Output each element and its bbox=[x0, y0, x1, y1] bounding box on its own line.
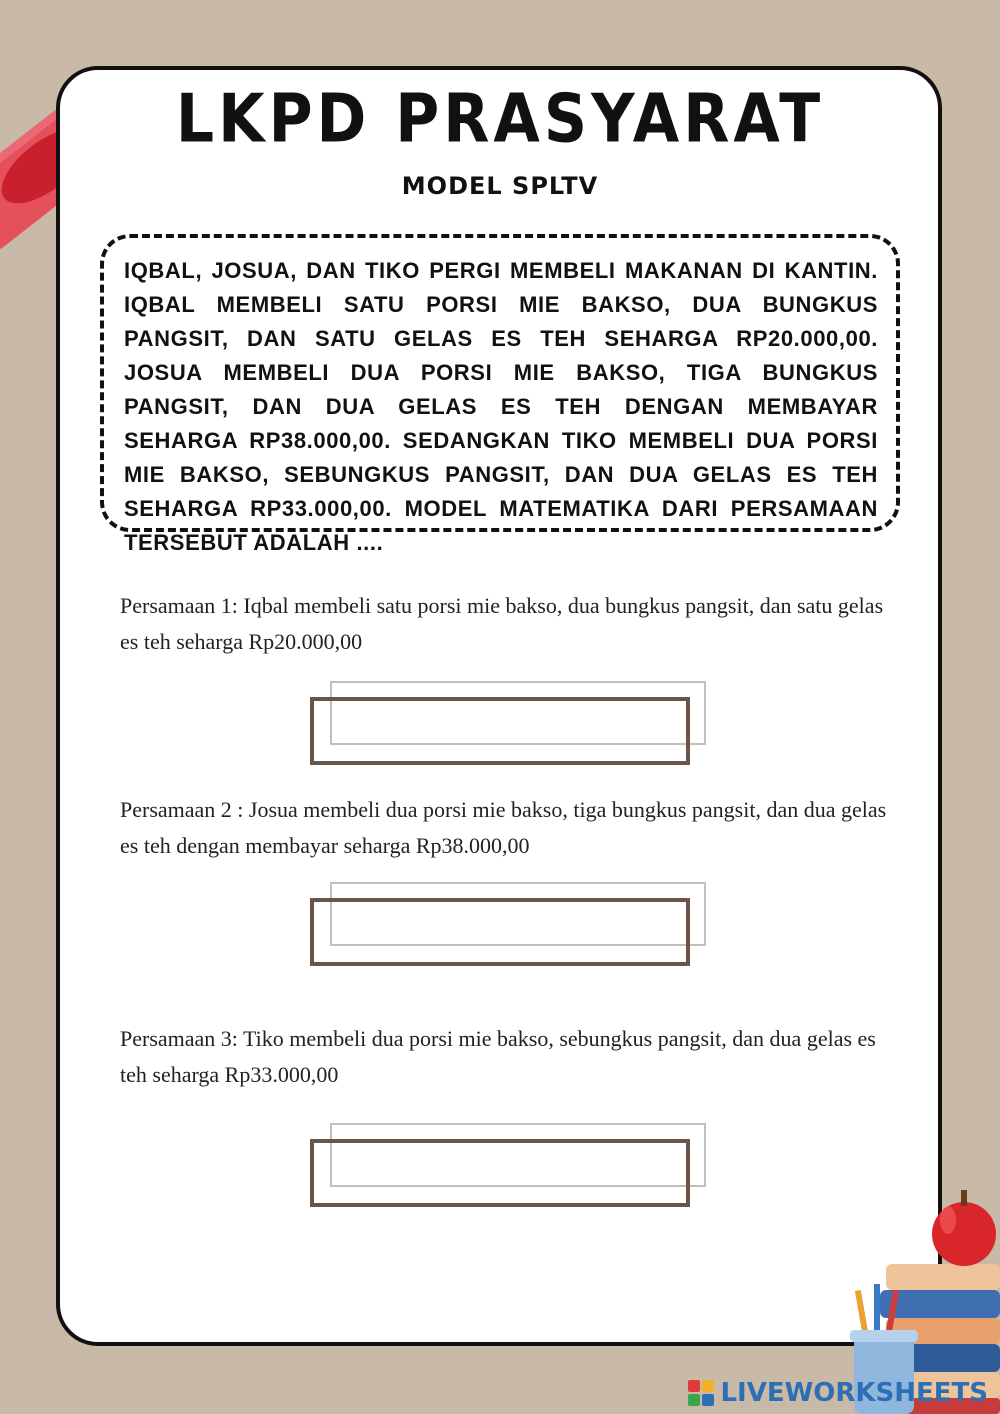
equation-3-answer bbox=[310, 1123, 706, 1207]
brand-logo-icon bbox=[688, 1380, 714, 1406]
page-title: LKPD PRASYARAT bbox=[175, 79, 825, 159]
equation-3-label: Persamaan 3: Tiko membeli dua porsi mie bakso, sebungkus pangsit, dan dua gelas es teh seharga Rp33.000,00 bbox=[120, 1026, 876, 1087]
equation-3-input[interactable] bbox=[310, 1139, 690, 1207]
brand-watermark bbox=[688, 1378, 988, 1408]
equation-2-label: Persamaan 2 : Josua membeli dua porsi mie bakso, tiga bungkus pangsit, dan dua gelas es teh dengan membayar seharga Rp38.000,00 bbox=[120, 797, 887, 858]
problem-box bbox=[100, 234, 900, 555]
equation-2-answer bbox=[310, 882, 706, 966]
equation-1-input[interactable] bbox=[310, 697, 690, 765]
page-subtitle: MODEL SPLTV bbox=[401, 172, 599, 200]
equation-1-answer bbox=[310, 681, 706, 765]
equation-1-label: Persamaan 1: Iqbal membeli satu porsi mie bakso, dua bungkus pangsit, dan satu gelas es teh seharga Rp20.000,00 bbox=[120, 593, 884, 654]
problem-text: IQBAL, JOSUA, DAN TIKO PERGI MEMBELI MAKANAN DI KANTIN. IQBAL MEMBELI SATU PORSI MIE BAKSO, DUA BUNGKUS PANGSIT, DAN SATU GELAS ES TEH SEHARGA RP20.000,00. JOSUA MEMBELI DUA PORSI MIE BAKSO, TIGA BUNGKUS PANGSIT, DAN DUA GELAS ES TEH DENGAN MEMBAYAR SEHARGA RP38.000,00. SEDANGKAN TIKO MEMBELI DUA PORSI MIE BAKSO, SEBUNGKUS PANGSIT, DAN DUA GELAS ES TEH SEHARGA RP33.000,00. MODEL MATEMATIKA DARI PERSAMAAN TERSEBUT ADALAH .... bbox=[124, 258, 878, 555]
brand-name: LIVEWORKSHEETS bbox=[720, 1378, 988, 1408]
equation-2-input[interactable] bbox=[310, 898, 690, 966]
